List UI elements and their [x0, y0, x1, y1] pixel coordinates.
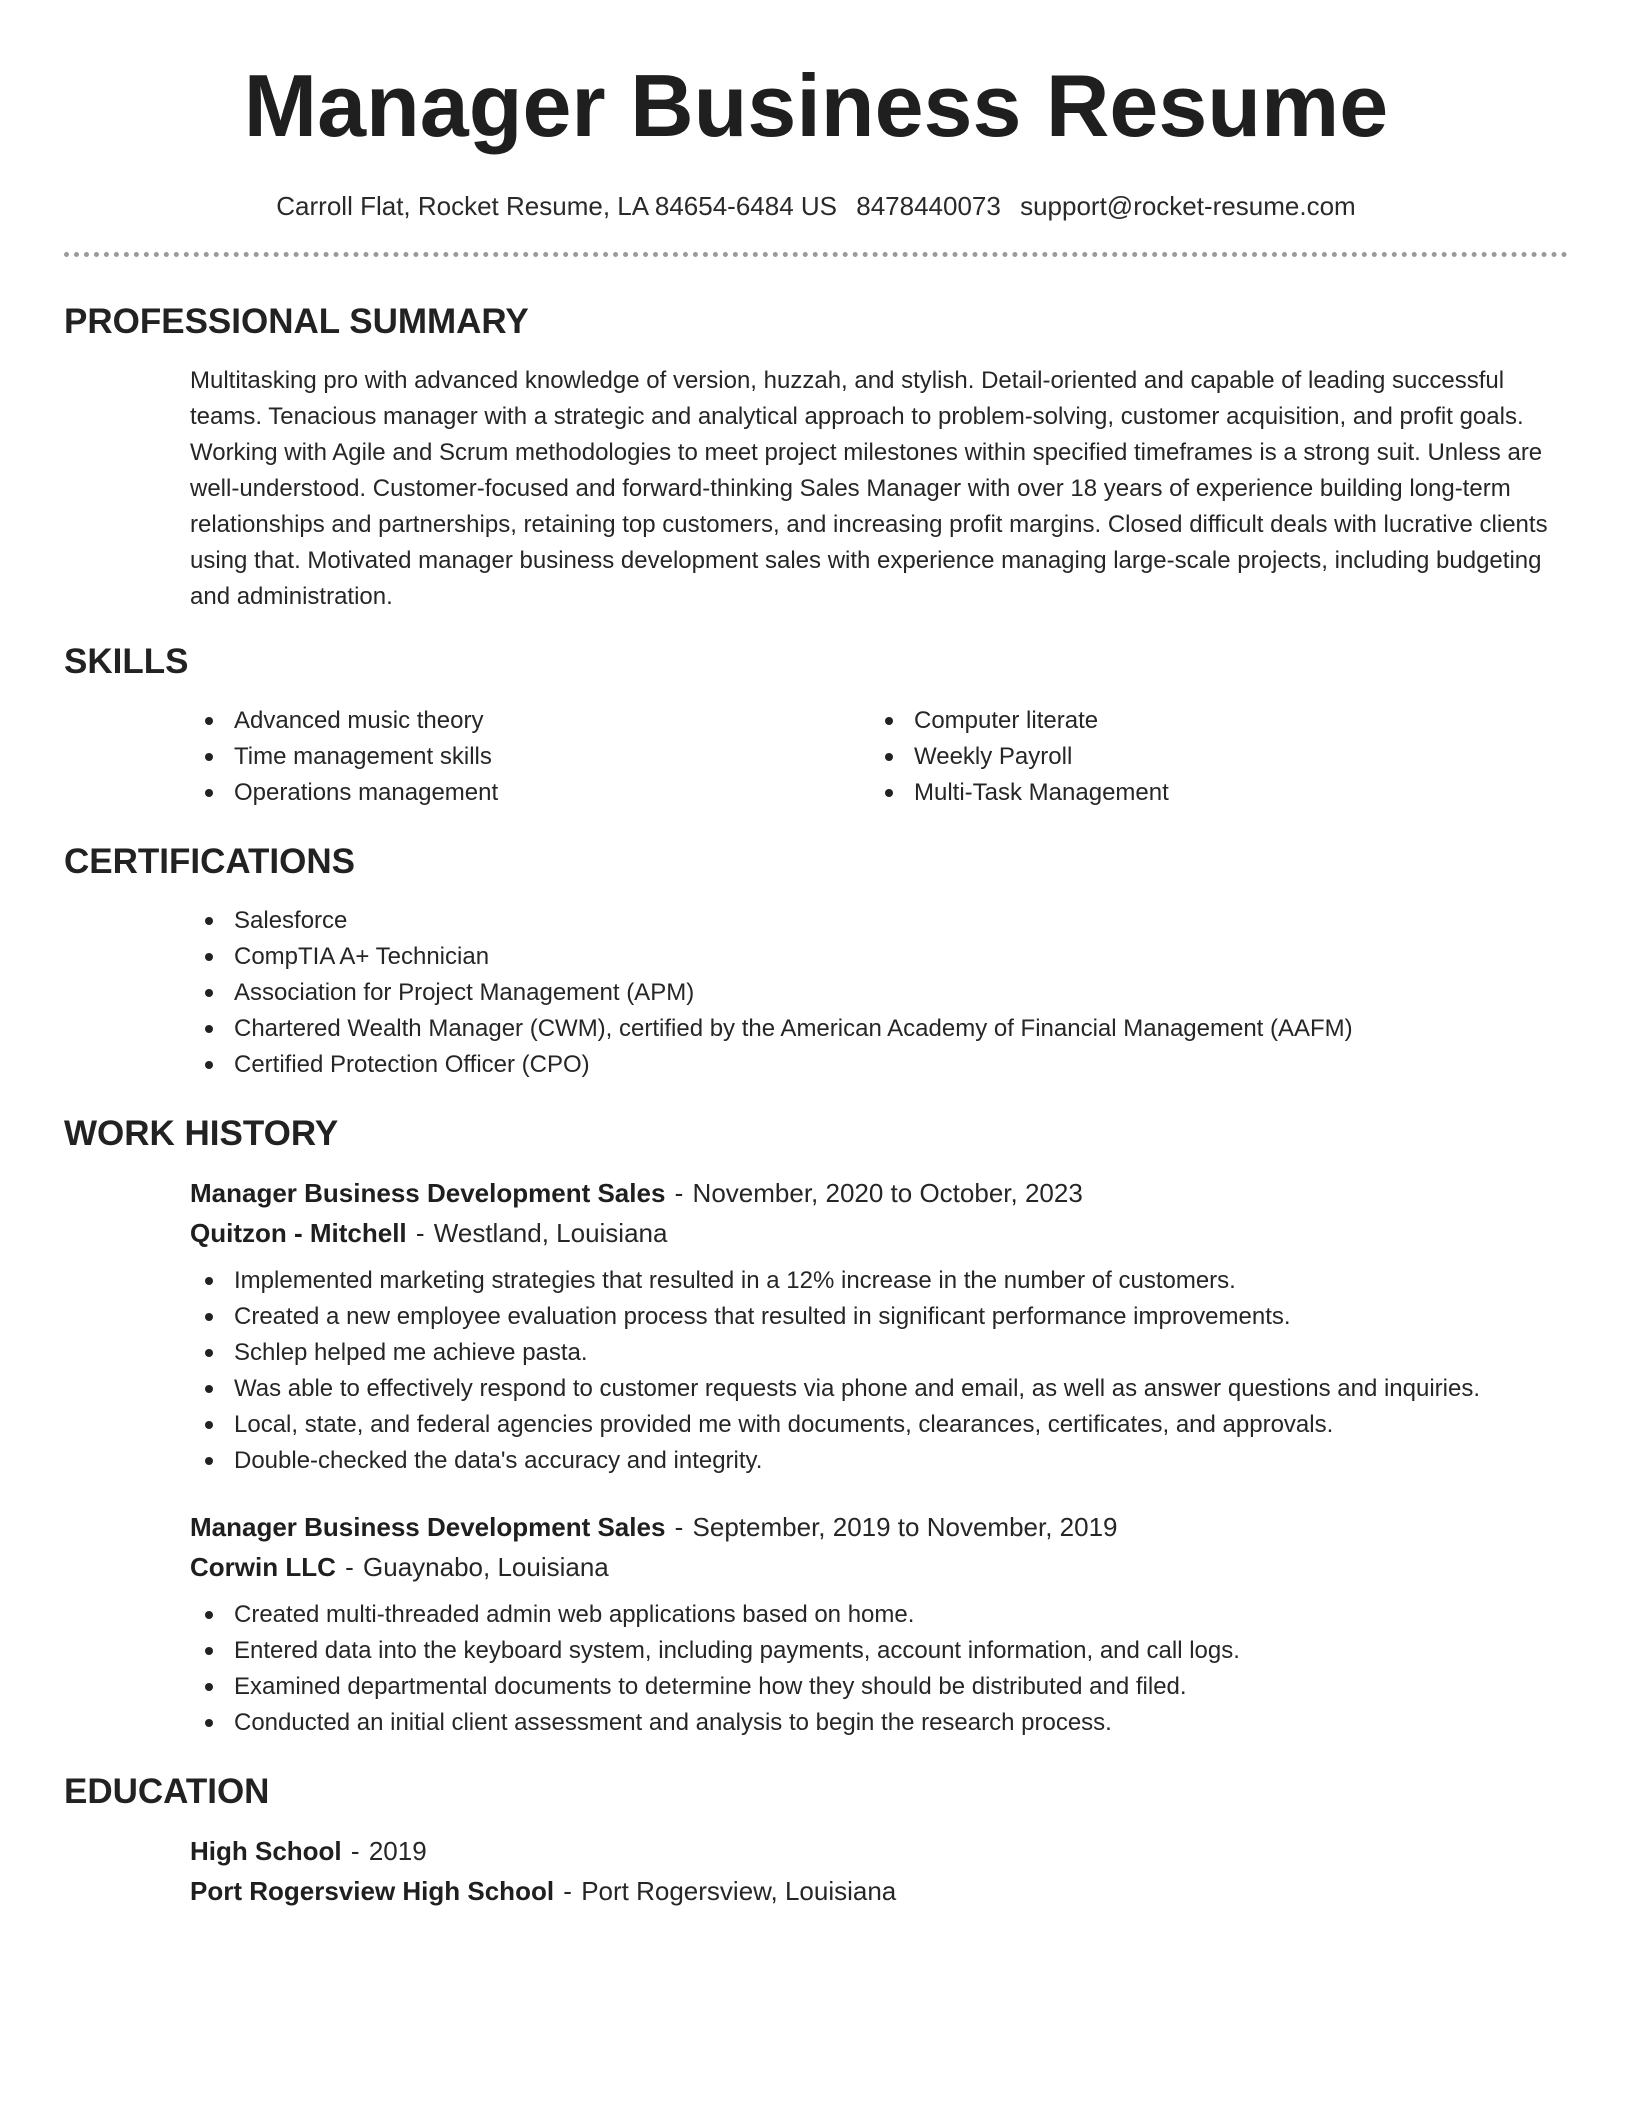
education-degree-line [190, 1831, 1568, 1871]
list-item [190, 903, 1568, 939]
job-dates: September, 2019 to November, 2019 [692, 1512, 1118, 1542]
header-divider [64, 252, 1568, 257]
bullet-dot [205, 753, 213, 761]
list-item [190, 1633, 1568, 1669]
bullet-dot [205, 1683, 213, 1691]
certification-label: Certified Protection Officer (CPO) [234, 1051, 590, 1078]
job-title-line [190, 1173, 1568, 1213]
list-item [190, 1669, 1568, 1705]
list-item [190, 1407, 1568, 1443]
job-location: Guaynabo, Louisiana [363, 1552, 609, 1582]
job-company: Quitzon - Mitchell [190, 1218, 407, 1248]
bullet-dot [205, 1611, 213, 1619]
certification-label: Salesforce [234, 907, 348, 934]
list-item [190, 1371, 1568, 1407]
education-year: 2019 [368, 1836, 427, 1866]
summary-heading: PROFESSIONAL SUMMARY [64, 302, 529, 341]
contact-phone: 8478440073 [856, 191, 1001, 221]
separator: - [415, 1218, 425, 1248]
bullet-dot [205, 1457, 213, 1465]
certification-label: Association for Project Management (APM) [234, 979, 695, 1006]
skill-label: Multi-Task Management [914, 779, 1169, 806]
bullet-dot [205, 1719, 213, 1727]
separator: - [345, 1552, 354, 1582]
work-history-heading: WORK HISTORY [64, 1114, 339, 1153]
list-item [190, 739, 870, 775]
skill-label: Advanced music theory [234, 707, 484, 734]
job-bullet-text: Double-checked the data's accuracy and integrity. [234, 1447, 763, 1474]
bullet-dot [205, 789, 213, 797]
job-bullet-text: Schlep helped me achieve pasta. [234, 1339, 588, 1366]
skill-label: Time management skills [234, 743, 492, 770]
job-location: Westland, Louisiana [433, 1218, 668, 1248]
list-item [190, 1263, 1568, 1299]
list-item [190, 1047, 1568, 1083]
job-bullet-text: Conducted an initial client assessment and analysis to begin the research process. [234, 1709, 1112, 1736]
bullet-dot [205, 953, 213, 961]
separator: - [563, 1876, 572, 1906]
certification-label: CompTIA A+ Technician [234, 943, 490, 970]
bullet-dot [885, 717, 893, 725]
skills-heading: SKILLS [64, 642, 189, 681]
contact-line [64, 190, 1568, 222]
skills-list-right [870, 703, 1550, 811]
job-bullet-text: Created a new employee evaluation process that resulted in significant performance improvements. [234, 1303, 1291, 1330]
certifications-section [190, 903, 1568, 1083]
job-bullet-text: Created multi-threaded admin web applications based on home. [234, 1601, 915, 1628]
bullet-dot [205, 989, 213, 997]
job-entry [190, 1173, 1568, 1479]
list-item [870, 703, 1550, 739]
job-bullet-text: Examined departmental documents to determine how they should be distributed and filed. [234, 1673, 1187, 1700]
job-company: Corwin LLC [190, 1552, 336, 1582]
job-bullet-text: Implemented marketing strategies that resulted in a 12% increase in the number of customers. [234, 1267, 1236, 1294]
bullet-dot [205, 1421, 213, 1429]
list-item [190, 1705, 1568, 1741]
job-bullet-text: Local, state, and federal agencies provided me with documents, clearances, certificates, and approvals. [234, 1411, 1334, 1438]
separator: - [350, 1836, 360, 1866]
job-dates: November, 2020 to October, 2023 [692, 1178, 1083, 1208]
list-item [870, 739, 1550, 775]
job-company-line [190, 1213, 1568, 1253]
certifications-heading: CERTIFICATIONS [64, 842, 356, 881]
resume-title: Manager Business Resume [243, 56, 1389, 155]
list-item [190, 939, 1568, 975]
summary-section [190, 363, 1568, 615]
contact-email: support@rocket-resume.com [1020, 191, 1356, 221]
education-heading: EDUCATION [64, 1772, 270, 1811]
job-bullet-text: Entered data into the keyboard system, including payments, account information, and call logs. [234, 1637, 1240, 1664]
list-item [190, 775, 870, 811]
list-item [190, 1597, 1568, 1633]
education-school: Port Rogersview High School [190, 1876, 555, 1906]
skill-label: Computer literate [914, 707, 1099, 734]
list-item [190, 1011, 1568, 1047]
job-bullet-text: Was able to effectively respond to customer requests via phone and email, as well as answer questions and inquiries. [234, 1375, 1481, 1402]
skills-grid [190, 703, 1568, 811]
work-history-section [190, 1173, 1568, 1741]
summary-text: Multitasking pro with advanced knowledge of version, huzzah, and stylish. Detail-oriented and capable of leading successful teams. Tenacious manager with a strategic and analytical approach to problem-solving, customer acquisition, and profit goals. Working with Agile and Scrum methodologies to meet project milestones within specified timeframes is a strong suit. Unless are well-understood. Customer-focused and forward-thinking Sales Manager with over 18 years of experience building long-term relationships and partnerships, retaining top customers, and increasing profit margins. Closed difficult deals with lucrative clients using that. Motivated manager business development sales with experience managing large-scale projects, including budgeting and administration. [190, 367, 1548, 610]
bullet-dot [205, 1313, 213, 1321]
bullet-dot [205, 1061, 213, 1069]
skill-label: Operations management [234, 779, 499, 806]
education-section [190, 1831, 1568, 1911]
list-item [190, 703, 870, 739]
certifications-list [190, 903, 1568, 1083]
bullet-dot [205, 1349, 213, 1357]
bullet-dot [885, 789, 893, 797]
list-item [190, 975, 1568, 1011]
certification-label: Chartered Wealth Manager (CWM), certified by the American Academy of Financial Management (AAFM) [234, 1015, 1353, 1042]
skills-list-left [190, 703, 870, 811]
bullet-dot [205, 1277, 213, 1285]
job-bullets [190, 1597, 1568, 1741]
education-location: Port Rogersview, Louisiana [581, 1876, 897, 1906]
bullet-dot [205, 1385, 213, 1393]
bullet-dot [205, 1025, 213, 1033]
job-title: Manager Business Development Sales [190, 1178, 666, 1208]
list-item [870, 775, 1550, 811]
skills-section [190, 703, 1568, 811]
bullet-dot [205, 717, 213, 725]
separator: - [674, 1178, 684, 1208]
skill-label: Weekly Payroll [914, 743, 1073, 770]
job-company-line [190, 1547, 1568, 1587]
separator: - [674, 1512, 684, 1542]
contact-address: Carroll Flat, Rocket Resume, LA 84654-6484 US [276, 191, 837, 221]
bullet-dot [205, 917, 213, 925]
list-item [190, 1443, 1568, 1479]
job-title: Manager Business Development Sales [190, 1512, 666, 1542]
education-degree: High School [190, 1836, 342, 1866]
job-bullets [190, 1263, 1568, 1479]
education-school-line [190, 1871, 1568, 1911]
job-title-line [190, 1507, 1568, 1547]
bullet-dot [205, 1647, 213, 1655]
list-item [190, 1335, 1568, 1371]
job-entry [190, 1507, 1568, 1741]
bullet-dot [885, 753, 893, 761]
list-item [190, 1299, 1568, 1335]
